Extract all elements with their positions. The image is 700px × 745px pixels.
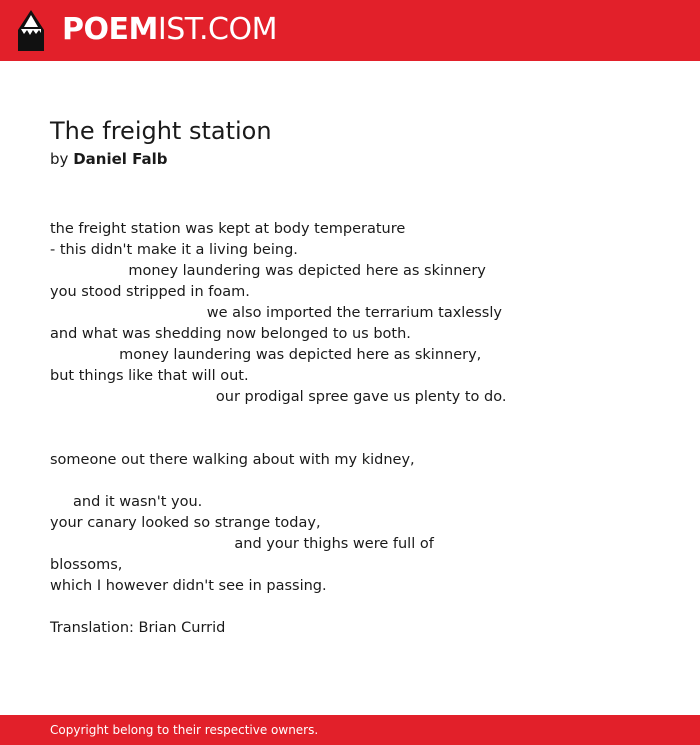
poem-line: you stood stripped in foam. [50,284,250,300]
logo-wordmark: POEMIST.COM [62,12,277,47]
poem-line: money laundering was depicted here as skinnery, [50,347,482,363]
poem-line [50,408,670,429]
author-link[interactable]: Daniel Falb [73,150,168,168]
site-header [0,0,700,61]
poem-line: money laundering was depicted here as skinnery [50,263,486,279]
poem-line: our prodigal spree gave us plenty to do. [50,389,507,405]
poem-body [50,219,670,639]
poem-line: the freight station was kept at body temperature [50,221,406,237]
poem-line: and what was shedding now belonged to us both. [50,326,411,342]
copyright-text: Copyright belong to their respective owners. [50,723,319,737]
byline-prefix: by [50,150,69,168]
poem-line: blossoms, [50,557,123,573]
poem-line: and your thighs were full of [50,536,434,552]
poem-line: someone out there walking about with my kidney, [50,452,415,468]
poem-title: The freight station [50,117,272,145]
poem-line [50,471,670,492]
byline [50,149,168,169]
poem-line: and it wasn't you. [50,494,203,510]
poem-line: which I however didn't see in passing. [50,578,327,594]
poem-line: your canary looked so strange today, [50,515,321,531]
site-footer [0,715,700,745]
poem-line: Translation: Brian Currid [50,620,226,636]
poem-line [50,429,670,450]
poem-line: we also imported the terrarium taxlessly [50,305,502,321]
poem-line: but things like that will out. [50,368,249,384]
poem-line: - this didn't make it a living being. [50,242,298,258]
poem-line [50,597,670,618]
